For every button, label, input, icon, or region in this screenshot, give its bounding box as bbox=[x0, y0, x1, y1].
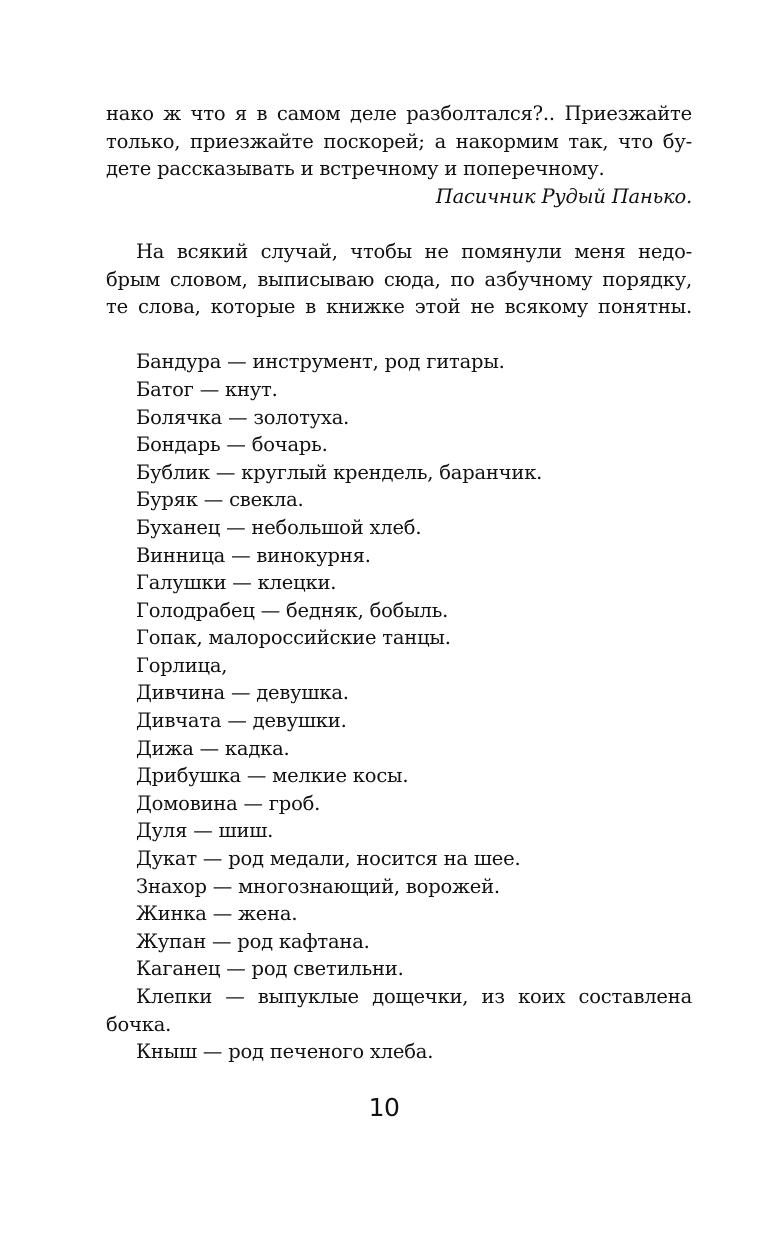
glossary-entry: Дивчина — девушка. bbox=[136, 681, 349, 705]
glossary-entry: Бублик — круглый крендель, баранчик. bbox=[136, 460, 543, 484]
glossary-entry: Жинка — жена. bbox=[136, 902, 298, 926]
intro-line-1: нако ж что я в самом деле разболтался?.. Приезжайте bbox=[106, 102, 692, 125]
signature: Пасичник Рудый Панько. bbox=[435, 184, 692, 208]
glossary-entry: Буханец — небольшой хлеб. bbox=[136, 515, 422, 539]
glossary-entry: Бандура — инструмент, род гитары. bbox=[136, 350, 505, 374]
glossary-entry: Буряк — свекла. bbox=[136, 488, 304, 512]
intro-line-2: только, приезжайте поскорей; а накормим так, что бу- bbox=[106, 129, 692, 153]
glossary-entry: Дрибушка — мелкие косы. bbox=[136, 764, 409, 788]
glossary-entry: Голодрабец — бедняк, бобыль. bbox=[136, 598, 449, 622]
glossary-entry: Дижа — кадка. bbox=[136, 736, 290, 760]
glossary-entry: Бондарь — бочарь. bbox=[136, 433, 328, 457]
glossary-entry: Жупан — род кафтана. bbox=[136, 929, 370, 953]
glossary-entry: Винница — винокурня. bbox=[136, 543, 371, 567]
glossary-entry: Дукат — род медали, носится на шее. bbox=[136, 847, 521, 871]
glossary-entry: Батог — кнут. bbox=[136, 377, 278, 401]
page-body bbox=[106, 100, 692, 1066]
glossary-entry: Знахор — многознающий, ворожей. bbox=[136, 874, 500, 898]
glossary-entry: Каганец — род светильни. bbox=[136, 957, 404, 981]
glossary-entry: Дуля — шиш. bbox=[136, 819, 274, 843]
glossary-entry-continuation: бочка. bbox=[106, 1012, 172, 1036]
glossary-entry: Клепки — выпуклые дощечки, из коих составлена bbox=[136, 985, 692, 1008]
page-number: 10 bbox=[368, 1093, 400, 1122]
glossary-entry: Кныш — род печеного хлеба. bbox=[136, 1040, 434, 1064]
intro-line-3: дете рассказывать и встречному и поперечному. bbox=[106, 157, 605, 181]
glossary-entry: Гопак, малороссийские танцы. bbox=[136, 626, 451, 650]
preface-line-2: брым словом, выписываю сюда, по азбучному порядку, bbox=[106, 267, 692, 291]
preface-line-1: На всякий случай, чтобы не помянули меня недо- bbox=[136, 239, 692, 263]
preface-line-3: те слова, которые в книжке этой не всякому понятны. bbox=[106, 295, 692, 319]
glossary-entry: Горлица, bbox=[136, 653, 228, 677]
glossary-entry: Дивчата — девушки. bbox=[136, 709, 347, 733]
glossary-entry: Болячка — золотуха. bbox=[136, 405, 350, 429]
glossary-entry: Домовина — гроб. bbox=[136, 791, 321, 815]
glossary-entry: Галушки — клецки. bbox=[136, 571, 337, 595]
